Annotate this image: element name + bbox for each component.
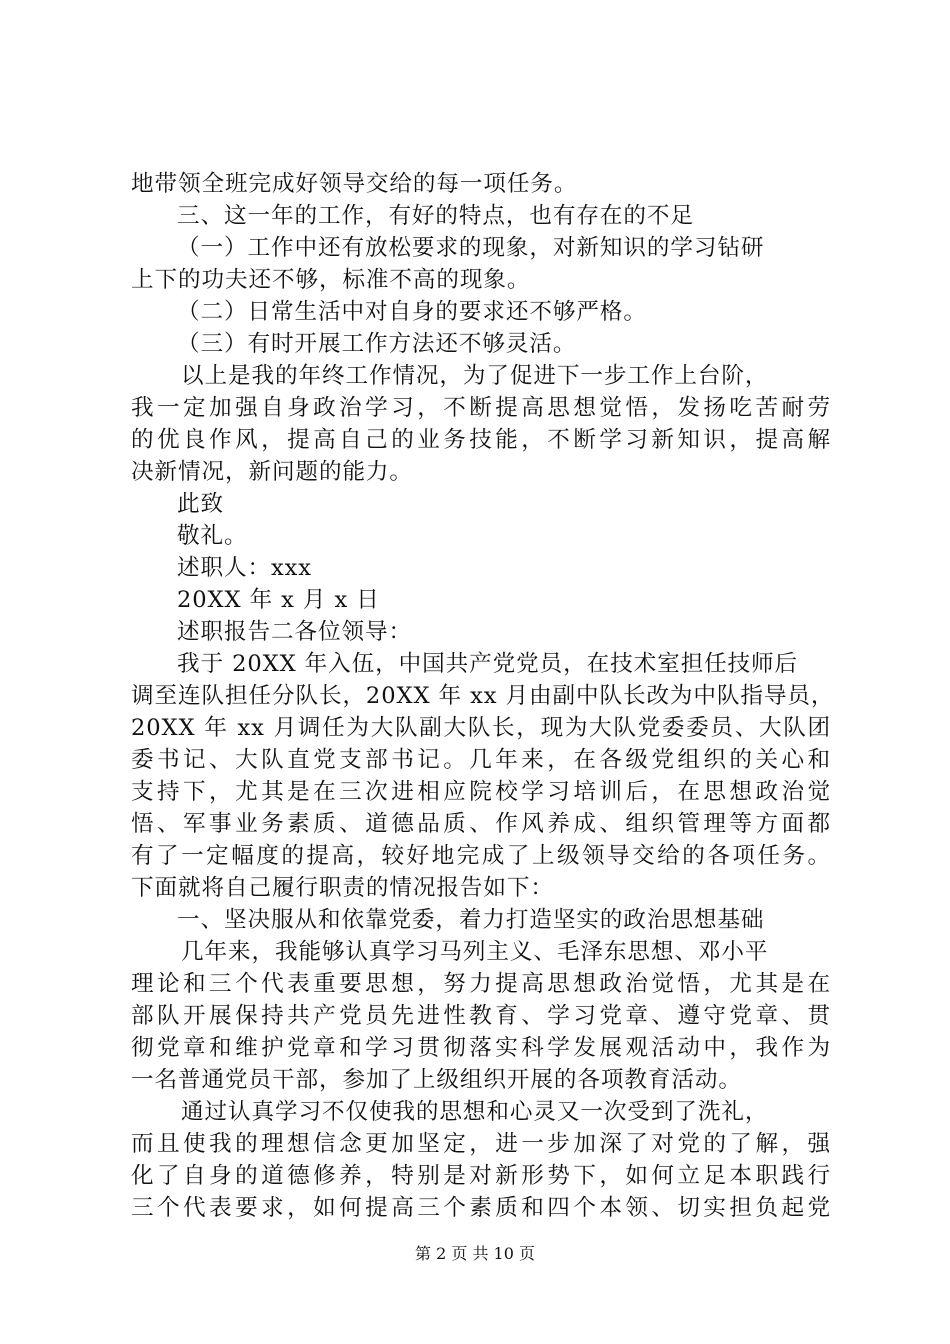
text-line: 彻党章和维护党章和学习贯彻落实科学发展观活动中，我作为 bbox=[131, 1035, 831, 1061]
text-line: 几年来，我能够认真学习马列主义、毛泽东思想、邓小平 bbox=[181, 939, 769, 965]
text-line: （一）工作中还有放松要求的现象，对新知识的学习钻研 bbox=[177, 235, 765, 261]
text-line: 理论和三个代表重要思想，努力提高思想政治觉悟，尤其是在 bbox=[131, 971, 831, 997]
text-line: 下面就将自己履行职责的情况报告如下： bbox=[131, 875, 554, 901]
text-line: （二）日常生活中对自身的要求还不够严格。 bbox=[177, 299, 647, 325]
text-line: 委书记、大队直党支部书记。几年来，在各级党组织的关心和 bbox=[131, 747, 831, 773]
text-line: 化了自身的道德修养，特别是对新形势下，如何立足本职践行 bbox=[131, 1163, 831, 1189]
date-line: 20XX 年 x 月 x 日 bbox=[177, 587, 380, 613]
text-line: 通过认真学习不仅使我的思想和心灵又一次受到了洗礼， bbox=[181, 1099, 769, 1125]
text-line: 地带领全班完成好领导交给的每一项任务。 bbox=[131, 171, 578, 197]
closing-salutation: 此致 bbox=[177, 491, 224, 517]
section-heading: 三、这一年的工作，有好的特点，也有存在的不足 bbox=[177, 203, 694, 229]
text-line: 有了一定幅度的提高，较好地完成了上级领导交给的各项任务。 bbox=[131, 843, 831, 869]
text-line: 调至连队担任分队长，20XX 年 xx 月由副中队长改为中队指导员， bbox=[131, 683, 835, 709]
text-line: 部队开展保持共产党员先进性教育、学习党章、遵守党章、贯 bbox=[131, 1003, 831, 1029]
text-line: 而且使我的理想信念更加坚定，进一步加深了对党的了解，强 bbox=[131, 1131, 831, 1157]
text-line: 决新情况，新问题的能力。 bbox=[131, 459, 413, 485]
document-body bbox=[131, 168, 835, 1224]
text-line: 以上是我的年终工作情况，为了促进下一步工作上台阶， bbox=[181, 363, 769, 389]
text-line: 三个代表要求，如何提高三个素质和四个本领、切实担负起党 bbox=[131, 1195, 831, 1221]
report-title: 述职报告二各位领导： bbox=[177, 619, 412, 645]
text-line: 悟、军事业务素质、道德品质、作风养成、组织管理等方面都 bbox=[131, 811, 831, 837]
text-line: （三）有时开展工作方法还不够灵活。 bbox=[177, 331, 577, 357]
page-number-footer: 第 2 页 共 10 页 bbox=[415, 1244, 535, 1263]
closing-regards: 敬礼。 bbox=[177, 523, 248, 549]
text-line: 我于 20XX 年入伍，中国共产党党员，在技术室担任技师后 bbox=[177, 651, 799, 677]
text-line: 上下的功夫还不够，标准不高的现象。 bbox=[131, 267, 531, 293]
text-line: 支持下，尤其是在三次进相应院校学习培训后，在思想政治觉 bbox=[131, 779, 831, 805]
section-heading: 一、坚决服从和依靠党委，着力打造坚实的政治思想基础 bbox=[177, 907, 765, 933]
text-line: 的优良作风，提高自己的业务技能，不断学习新知识，提高解 bbox=[131, 427, 831, 453]
text-line: 我一定加强自身政治学习，不断提高思想觉悟，发扬吃苦耐劳 bbox=[131, 395, 831, 421]
text-line: 20XX 年 xx 月调任为大队副大队长，现为大队党委委员、大队团 bbox=[131, 715, 831, 741]
text-line: 一名普通党员干部，参加了上级组织开展的各项教育活动。 bbox=[131, 1067, 742, 1093]
signatory: 述职人：xxx bbox=[177, 555, 312, 581]
